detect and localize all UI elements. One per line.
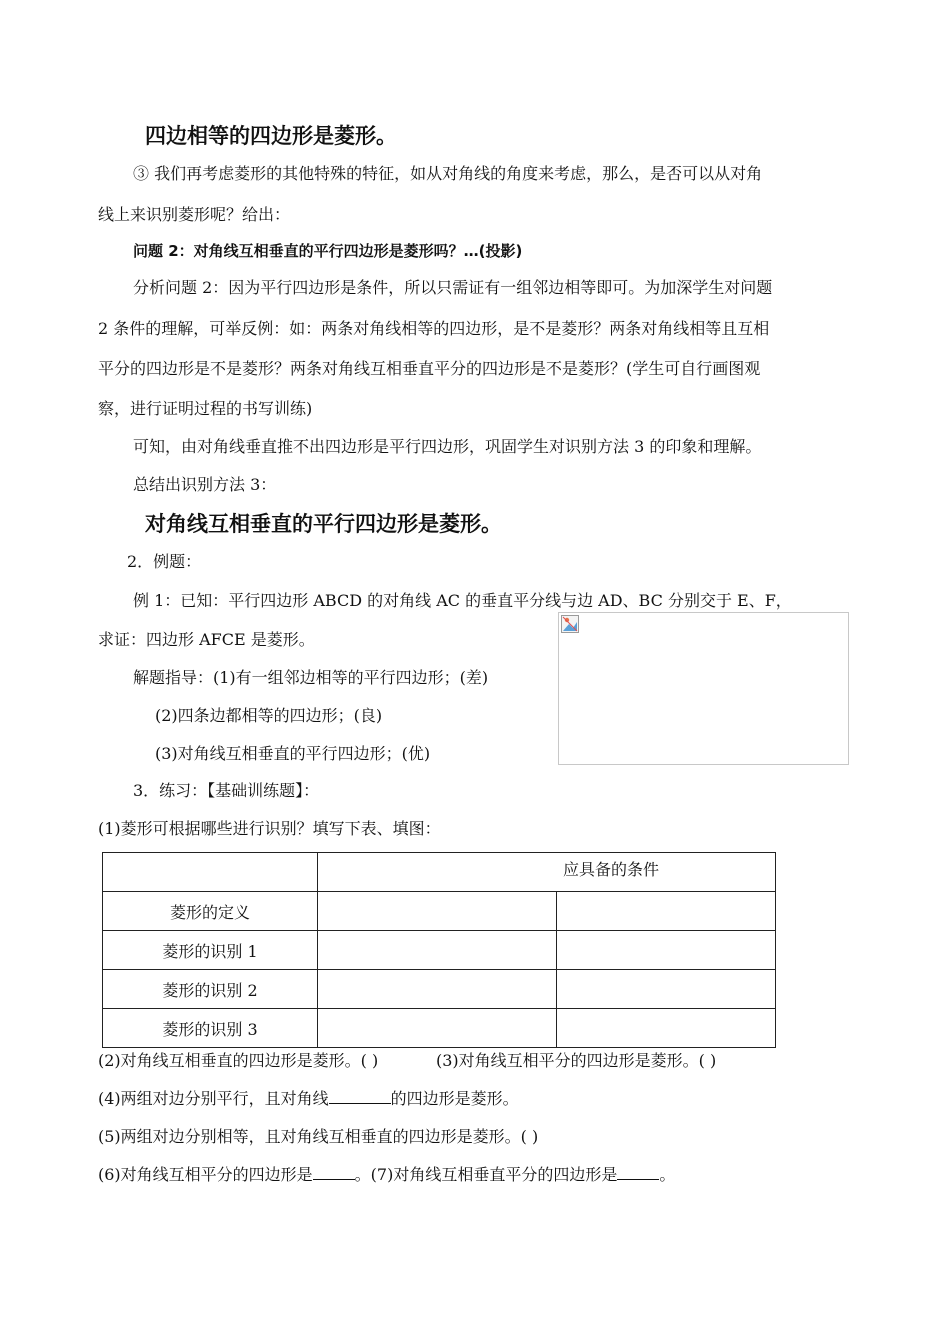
table-row-label: 菱形的识别 3 [103,1009,318,1048]
summary-line: 总结出识别方法 3： [133,475,277,494]
exercise-3: (3)对角线互相平分的四边形是菱形。( ) [436,1051,717,1070]
table-cell [318,970,557,1009]
exercise-4 [98,1089,519,1109]
section-3-title: 3．练习：【基础训练题】： [133,781,320,800]
table-row-label: 菱形的识别 2 [103,970,318,1009]
table-cell [557,970,776,1009]
exercise-1: (1)菱形可根据哪些进行识别？填写下表、填图： [98,819,441,838]
paragraph-3-line-1: ③ 我们再考虑菱形的其他特殊的特征，如从对角线的角度来考虑，那么，是否可以从对角 [133,164,763,183]
table-cell [318,892,557,931]
table-cell [318,931,557,970]
table-row [103,1009,776,1048]
analysis-line-4: 察，进行证明过程的书写训练) [98,399,313,418]
exercise-4-text-b: 的四边形是菱形。 [390,1089,519,1108]
heading-rhombus-four-equal-sides: 四边相等的四边形是菱形。 [145,124,397,148]
analysis-line-2: 2 条件的理解，可举反例：如：两条对角线相等的四边形，是不是菱形？两条对角线相等且互相 [98,319,770,338]
exercise-6-text: (6)对角线互相平分的四边形是 [98,1165,313,1184]
table-cell [103,853,318,892]
table-cell [318,1009,557,1048]
table-header-conditions: 应具备的条件 [318,853,776,892]
section-2-title: 2．例题： [127,552,202,571]
table-row [103,970,776,1009]
exercise-7-text: 。(7)对角线互相垂直平分的四边形是 [354,1165,618,1184]
heading-rhombus-perpendicular-diagonals: 对角线互相垂直的平行四边形是菱形。 [145,512,502,536]
example-1-line-1: 例 1：已知：平行四边形 ABCD 的对角线 AC 的垂直平分线与边 AD、BC 分别交于 E、F， [133,591,792,610]
guide-line-3: (3)对角线互相垂直的平行四边形；(优) [155,744,431,763]
fill-in-blank [313,1179,355,1180]
analysis-line-1: 分析问题 2：因为平行四边形是条件，所以只需证有一组邻边相等即可。为加深学生对问题 [133,278,773,297]
table-cell [557,892,776,931]
figure-placeholder [558,612,849,765]
table-row [103,892,776,931]
broken-image-icon [561,615,579,633]
guide-line-2: (2)四条边都相等的四边形；(良) [155,706,383,725]
table-cell [557,1009,776,1048]
table-header-row [103,853,776,892]
table-row-label: 菱形的识别 1 [103,931,318,970]
fill-in-blank [329,1103,391,1104]
question-2: 问题 2：对角线互相垂直的平行四边形是菱形吗？…(投影) [133,242,523,260]
exercise-6-7 [98,1165,675,1185]
exercise-5: (5)两组对边分别相等，且对角线互相垂直的四边形是菱形。( ) [98,1127,539,1146]
conclusion-line: 可知，由对角线垂直推不出四边形是平行四边形，巩固学生对识别方法 3 的印象和理解。 [133,437,762,456]
exercise-2: (2)对角线互相垂直的四边形是菱形。( ) [98,1051,379,1070]
table-row-label: 菱形的定义 [103,892,318,931]
example-1-line-2: 求证：四边形 AFCE 是菱形。 [98,630,315,649]
guide-line-1: 解题指导：(1)有一组邻边相等的平行四边形；(差) [133,668,489,687]
exercise-4-text-a: (4)两组对边分别平行，且对角线 [98,1089,329,1108]
fill-in-blank [617,1179,659,1180]
exercise-7-end: 。 [659,1165,676,1184]
paragraph-3-line-2: 线上来识别菱形呢？给出： [98,205,291,224]
analysis-line-3: 平分的四边形是不是菱形？两条对角线互相垂直平分的四边形是不是菱形？(学生可自行画图观 [98,359,761,378]
table-row [103,931,776,970]
table-cell [557,931,776,970]
rhombus-conditions-table [102,852,776,1048]
